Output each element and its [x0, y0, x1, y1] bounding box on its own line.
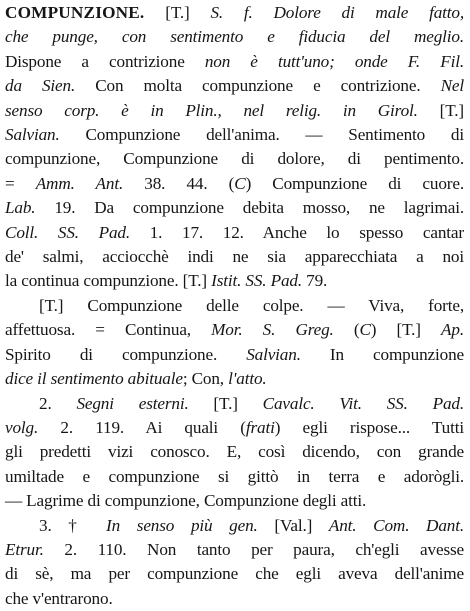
text-segment: = — [5, 173, 36, 193]
italic-segment: Coll. SS. Pad. — [5, 222, 131, 242]
text-segment: 19. Da compunzione debita mosso, ne lagrimai. — [35, 198, 464, 218]
entry-line — [5, 123, 464, 147]
text-segment: Dispone a contrizione — [5, 51, 205, 71]
text-segment: 2. 110. Non tanto per paura, ch'egli avesse — [43, 539, 464, 559]
italic-segment: Segni esterni. — [76, 393, 189, 413]
text-segment: 1. 17. 12. Anche lo spesso cantar — [130, 222, 464, 242]
entry-line — [5, 172, 464, 196]
text-segment: ( — [333, 320, 360, 340]
text-segment: 2. — [39, 393, 77, 413]
text-segment: la continua compunzione. [T.] — [5, 271, 212, 291]
italic-segment: non è tutt'uno; onde F. Fil. — [204, 51, 464, 71]
entry-line — [5, 25, 464, 49]
italic-segment: Nel — [440, 76, 464, 96]
text-segment: gli predetti vizi conosco. E, così dicendo, con grande — [5, 442, 464, 462]
text-segment: [T.] — [417, 100, 465, 120]
text-segment: compunzione, Compunzione di dolore, di pentimento. — [5, 149, 464, 169]
italic-segment: C — [234, 173, 246, 193]
entry-line — [5, 221, 464, 245]
text-segment: ; Con, — [182, 369, 229, 389]
text-segment: affettuosa. = Continua, — [5, 320, 212, 340]
text-segment: [T.] Compunzione delle colpe. — Viva, forte, — [39, 295, 464, 315]
italic-segment: C — [359, 320, 371, 340]
text-segment: de' salmi, acciocchè indi ne sia apparecchiata a noi — [5, 247, 464, 267]
italic-segment: l'atto. — [228, 369, 267, 389]
text-segment: di sè, ma per compunzione che egli aveva dell'anime — [5, 564, 464, 584]
headword: COMPUNZIONE. — [5, 3, 145, 22]
italic-segment: volg. — [5, 417, 39, 437]
text-segment: 38. 44. ( — [123, 173, 235, 193]
entry-line — [5, 50, 464, 74]
italic-segment: frati — [245, 417, 275, 437]
text-segment: 2. 119. Ai quali ( — [38, 417, 246, 437]
italic-segment: Cavalc. Vit. SS. Pad. — [262, 393, 464, 413]
entry-line — [5, 465, 464, 489]
text-segment: 3. † — [39, 515, 107, 535]
italic-segment: Istit. SS. Pad. — [211, 271, 302, 291]
text-segment: [T.] — [144, 3, 211, 22]
entry-line — [5, 587, 464, 611]
entry-line — [5, 269, 464, 293]
entry-line — [5, 367, 464, 391]
italic-segment: dice il sentimento abituale — [5, 369, 183, 389]
text-segment: [T.] — [188, 393, 263, 413]
text-segment: ) [T.] — [370, 320, 442, 340]
italic-segment: Salvian. — [246, 344, 301, 364]
italic-segment: Ant. Com. Dant. — [328, 515, 464, 535]
entry-line — [5, 294, 464, 318]
entry-line — [5, 318, 464, 342]
entry-line — [5, 147, 464, 171]
entry-line — [5, 440, 464, 464]
entry-line — [5, 538, 464, 562]
text-segment: Con molta compunzione e contrizione. — [75, 76, 441, 96]
text-segment: ) egli rispose... Tutti — [274, 417, 464, 437]
italic-segment: Lab. — [5, 198, 36, 218]
entry-line — [5, 343, 464, 367]
italic-segment: Etrur. — [5, 539, 44, 559]
text-segment: umiltade e compunzione si gittò in terra e adorògli. — [5, 466, 464, 486]
text-segment: 79. — [302, 271, 328, 291]
text-segment: — Lagrime di compunzione, Compunzione degli atti. — [5, 491, 367, 511]
italic-segment: S. f. Dolore di male fatto, — [210, 3, 464, 22]
entry-line — [5, 562, 464, 586]
entry-line — [5, 245, 464, 269]
italic-segment: Mor. S. Greg. — [211, 320, 334, 340]
italic-segment: Salvian. — [5, 125, 60, 145]
text-segment: ) Compunzione di cuore. — [245, 173, 464, 193]
entry-line — [5, 489, 464, 513]
entry-line — [5, 196, 464, 220]
italic-segment: senso corp. è in Plin., nel relig. in Girol. — [5, 100, 418, 120]
text-segment: che v'entrarono. — [5, 588, 113, 608]
italic-segment: In senso più gen. — [106, 515, 258, 535]
italic-segment: Ap. — [441, 320, 464, 340]
dictionary-entry-compunzione — [5, 1, 464, 611]
entry-line — [5, 1, 464, 25]
entry-line — [5, 99, 464, 123]
entry-line — [5, 392, 464, 416]
entry-line — [5, 514, 464, 538]
text-segment: Spirito di compunzione. — [5, 344, 247, 364]
italic-segment: da Sien. — [5, 76, 76, 96]
italic-segment: Amm. Ant. — [35, 173, 124, 193]
text-segment: Compunzione dell'anima. — Sentimento di — [59, 125, 464, 145]
text-segment: In compunzione — [300, 344, 464, 364]
italic-segment: che punge, con sentimento e fiducia del meglio. — [5, 27, 464, 47]
text-segment: [Val.] — [257, 515, 329, 535]
entry-line — [5, 416, 464, 440]
entry-line — [5, 74, 464, 98]
